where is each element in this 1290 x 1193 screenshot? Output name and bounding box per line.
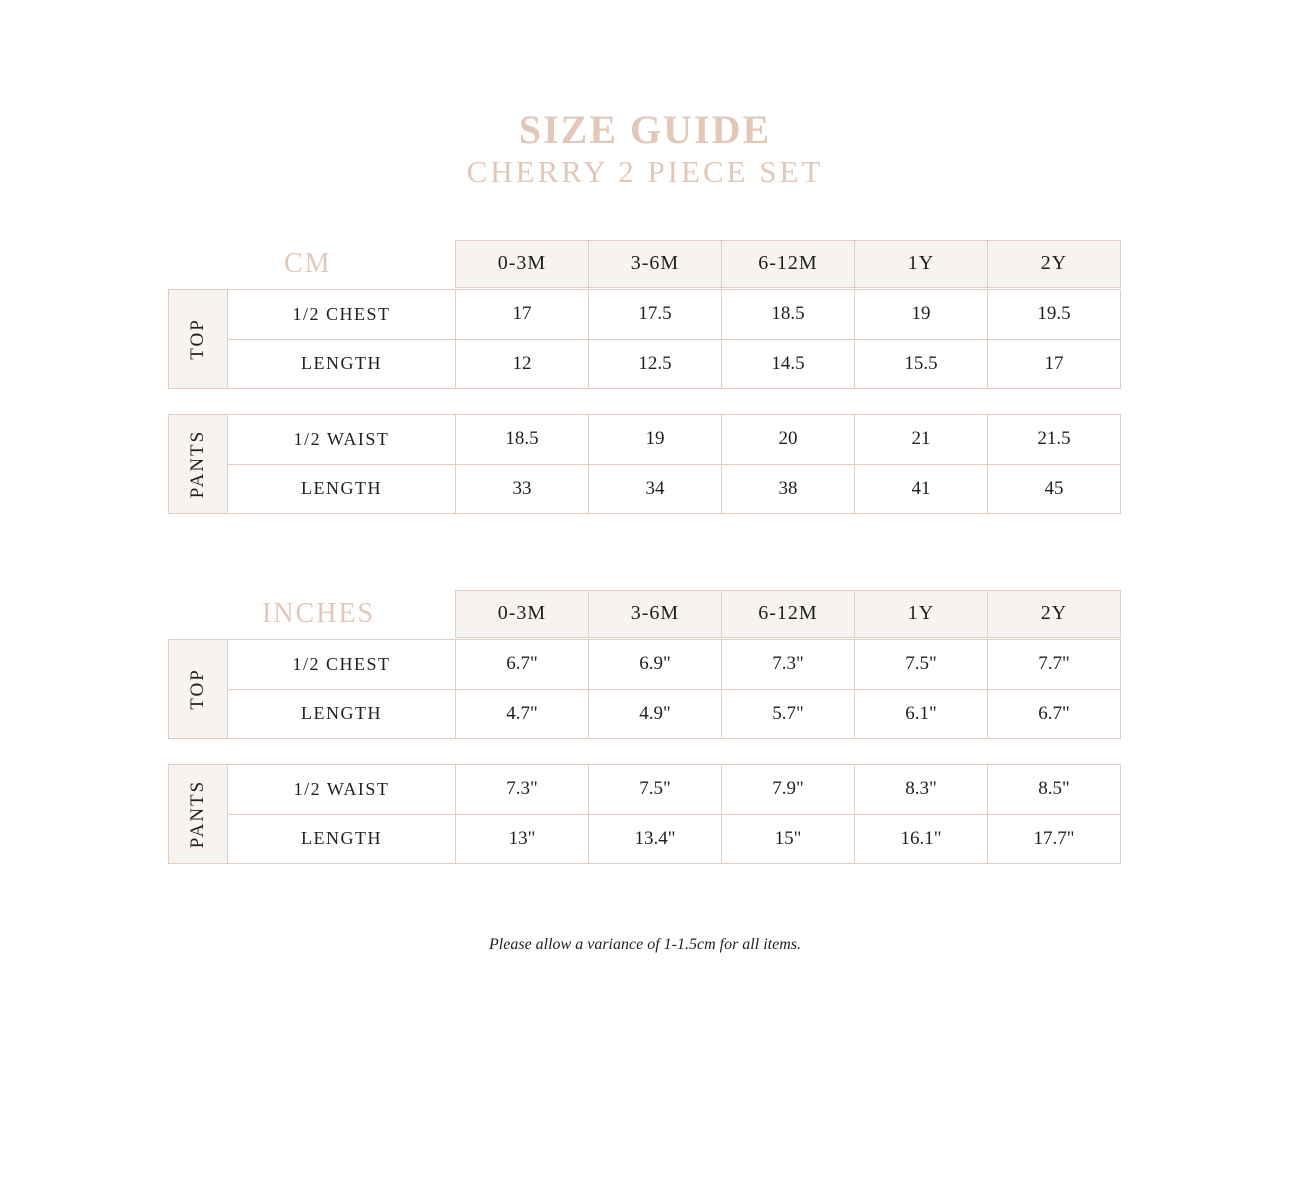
inches-top-label-cell <box>169 640 228 738</box>
value-cell: 7.7" <box>1038 653 1070 675</box>
table-row <box>228 415 1120 465</box>
value-cell: 13.4" <box>589 815 722 864</box>
size-header-cell: 2Y <box>1040 252 1068 274</box>
value-cell: 15.5 <box>855 340 988 389</box>
value-cell: 18.5 <box>722 290 855 339</box>
size-header-cell: 6-12M <box>722 241 855 287</box>
table-row <box>228 290 1120 340</box>
size-header-cell: 3-6M <box>589 591 722 637</box>
value-cell: 7.5" <box>589 765 722 814</box>
cm-pants-group <box>168 414 1121 514</box>
inches-pants-group <box>168 764 1121 864</box>
measure-label: 1/2 WAIST <box>228 415 456 464</box>
cm-unit-label: CM <box>284 248 332 279</box>
value-cell: 13" <box>456 815 589 864</box>
value-cell: 12 <box>456 340 589 389</box>
value-cell: 19 <box>855 290 988 339</box>
measure-label: LENGTH <box>228 690 456 739</box>
value-cell: 8.3" <box>855 765 988 814</box>
value-cell: 5.7" <box>722 690 855 739</box>
value-cell: 38 <box>722 465 855 514</box>
value-cell: 14.5 <box>722 340 855 389</box>
value-cell: 21 <box>855 415 988 464</box>
cm-section <box>0 240 1290 520</box>
value-cell: 6.9" <box>589 640 722 689</box>
value-cell: 7.5" <box>855 640 988 689</box>
value-cell: 33 <box>456 465 589 514</box>
value-cell: 7.3" <box>456 765 589 814</box>
value-cell: 12.5 <box>589 340 722 389</box>
value-cell: 20 <box>722 415 855 464</box>
value-cell: 16.1" <box>855 815 988 864</box>
size-header-cell: 6-12M <box>722 591 855 637</box>
table-row <box>228 465 1120 514</box>
value-cell: 7.9" <box>722 765 855 814</box>
value-cell: 18.5 <box>456 415 589 464</box>
value-cell: 17 <box>456 290 589 339</box>
group-label: TOP <box>187 318 208 360</box>
value-cell: 6.7" <box>1038 702 1070 724</box>
value-cell: 21.5 <box>1037 428 1071 450</box>
value-cell: 17.5 <box>589 290 722 339</box>
inches-section <box>0 590 1290 870</box>
variance-note: Please allow a variance of 1-1.5cm for all items. <box>489 936 801 953</box>
page-subtitle: CHERRY 2 PIECE SET <box>466 154 824 189</box>
measure-label: LENGTH <box>228 815 456 864</box>
measure-label: 1/2 CHEST <box>228 290 456 339</box>
size-header-cell: 0-3M <box>456 591 589 637</box>
value-cell: 8.5" <box>1038 778 1070 800</box>
table-row <box>228 690 1120 739</box>
value-cell: 41 <box>855 465 988 514</box>
cm-top-group <box>168 289 1121 389</box>
inches-unit-label: INCHES <box>262 598 376 629</box>
value-cell: 34 <box>589 465 722 514</box>
value-cell: 19.5 <box>1037 303 1071 325</box>
value-cell: 4.7" <box>456 690 589 739</box>
inches-pants-label-cell <box>169 765 228 863</box>
value-cell: 19 <box>589 415 722 464</box>
size-header-cell: 1Y <box>855 591 988 637</box>
value-cell: 7.3" <box>722 640 855 689</box>
size-header-cell: 2Y <box>1040 602 1068 624</box>
group-label: PANTS <box>187 429 208 499</box>
value-cell: 45 <box>1044 477 1064 499</box>
page-title: SIZE GUIDE <box>518 107 772 152</box>
measure-label: 1/2 WAIST <box>228 765 456 814</box>
cm-pants-label-cell <box>169 415 228 513</box>
table-row <box>228 340 1120 389</box>
cm-top-label-cell <box>169 290 228 388</box>
table-row <box>228 640 1120 690</box>
measure-label: 1/2 CHEST <box>228 640 456 689</box>
value-cell: 17.7" <box>1033 827 1075 849</box>
group-label: TOP <box>187 668 208 710</box>
value-cell: 17 <box>1044 352 1064 374</box>
table-row <box>228 815 1120 864</box>
size-header-cell: 0-3M <box>456 241 589 287</box>
value-cell: 6.1" <box>855 690 988 739</box>
table-row <box>228 765 1120 815</box>
inches-size-header <box>455 590 1121 638</box>
size-header-cell: 3-6M <box>589 241 722 287</box>
value-cell: 6.7" <box>456 640 589 689</box>
size-header-cell: 1Y <box>855 241 988 287</box>
inches-top-group <box>168 639 1121 739</box>
cm-size-header <box>455 240 1121 288</box>
group-label: PANTS <box>187 779 208 849</box>
measure-label: LENGTH <box>228 465 456 514</box>
value-cell: 15" <box>722 815 855 864</box>
value-cell: 4.9" <box>589 690 722 739</box>
measure-label: LENGTH <box>228 340 456 389</box>
